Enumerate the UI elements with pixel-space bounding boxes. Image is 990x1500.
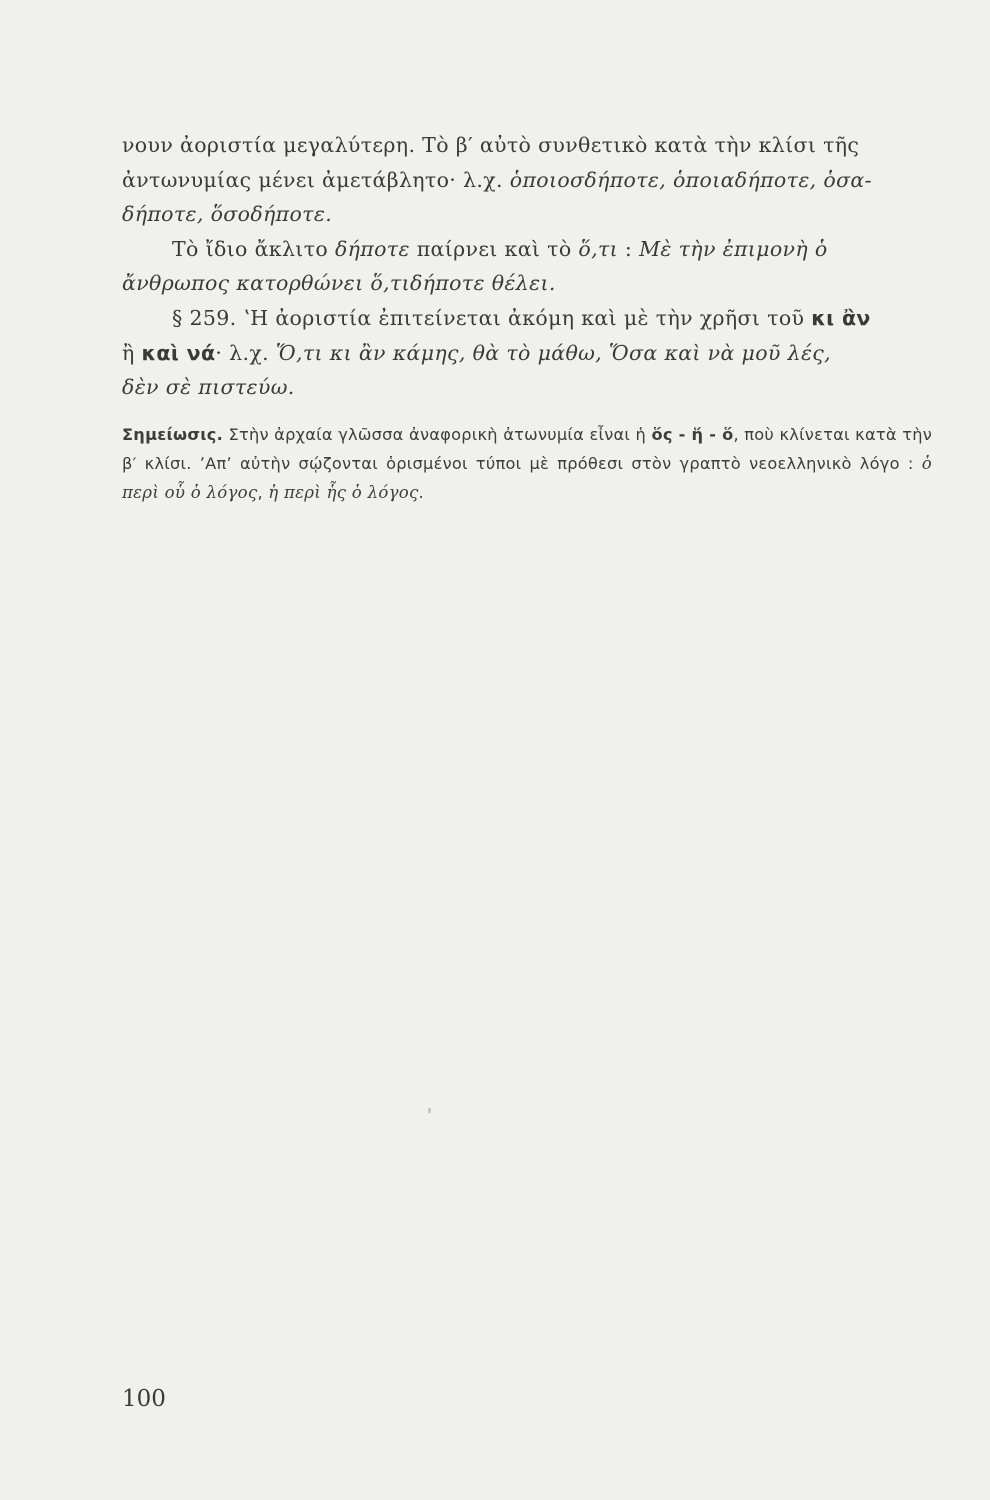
text-line: νουν ἀοριστία μεγαλύτερη. Τὸ β′ αὐτὸ συνθετικὸ κατὰ τὴν κλίσι τῆς xyxy=(122,133,860,157)
note-label: Σημείωσις. xyxy=(122,425,224,444)
note-text: Στὴν ἀρχαία γλῶσσα ἀναφορικὴ ἀτωνυμία εἶναι ἡ xyxy=(223,425,652,444)
note-block xyxy=(122,420,932,507)
note-text: , ποὺ κλίνεται κατὰ τὴν β′ κλίσι. ʼΑπʼ αὐτὴν σῴζονται ὁρισμένοι τύποι μὲ πρόθεσι στὸν γραπτὸ νεοελληνικὸ λόγο : xyxy=(122,425,933,473)
text-span: ἀντωνυμίας μένει ἀμετάβλητο· λ.χ. xyxy=(122,167,510,192)
term-bold: καὶ νά xyxy=(141,340,216,365)
term-bold: κι ἂν xyxy=(811,305,871,330)
example-italic: ὁποιοσδήποτε, ὁποιαδήποτε, ὁσα- xyxy=(509,167,872,192)
text-span: Τὸ ἴδιο ἄκλιτο xyxy=(172,236,335,261)
section-text: § 259. ʽΗ ἀοριστία ἐπιτείνεται ἀκόμη καὶ μὲ τὴν χρῆσι τοῦ xyxy=(172,305,812,330)
note-text: , xyxy=(257,483,269,502)
paragraph-dipote xyxy=(122,232,932,301)
example-italic: Μὲ τὴν ἐπιμονὴ ὁ xyxy=(639,236,828,261)
term-italic: δήποτε xyxy=(334,236,410,261)
text-span: : xyxy=(618,236,640,261)
main-text xyxy=(122,128,932,405)
term-italic: ὅ,τι xyxy=(578,236,619,261)
page-number: 100 xyxy=(122,1386,166,1412)
text-span: παίρνει καὶ τὸ xyxy=(409,236,579,261)
paragraph-259 xyxy=(122,301,932,405)
text-span: ἢ xyxy=(122,340,142,365)
note-forms-bold: ὅς - ἥ - ὅ xyxy=(651,425,734,444)
paper-speck xyxy=(428,1108,431,1113)
example-italic: δὲν σὲ πιστεύω. xyxy=(122,375,295,400)
note-example-italic: ἡ περὶ ἧς ὁ λόγος xyxy=(268,483,419,502)
text-span: · λ.χ. xyxy=(215,340,276,365)
note-text: . xyxy=(418,483,424,502)
example-italic: ἄνθρωπος κατορθώνει ὅ,τιδήποτε θέλει. xyxy=(122,271,556,296)
example-italic: Ὅ,τι κι ἂν κάμης, θὰ τὸ μάθω, Ὅσα καὶ νὰ μοῦ λές, xyxy=(275,340,831,365)
paragraph-continuation xyxy=(122,128,932,232)
example-italic: δήποτε, ὅσοδήποτε. xyxy=(122,202,333,227)
note-example-italic: ὁ περὶ οὗ ὁ λόγος xyxy=(122,454,932,502)
